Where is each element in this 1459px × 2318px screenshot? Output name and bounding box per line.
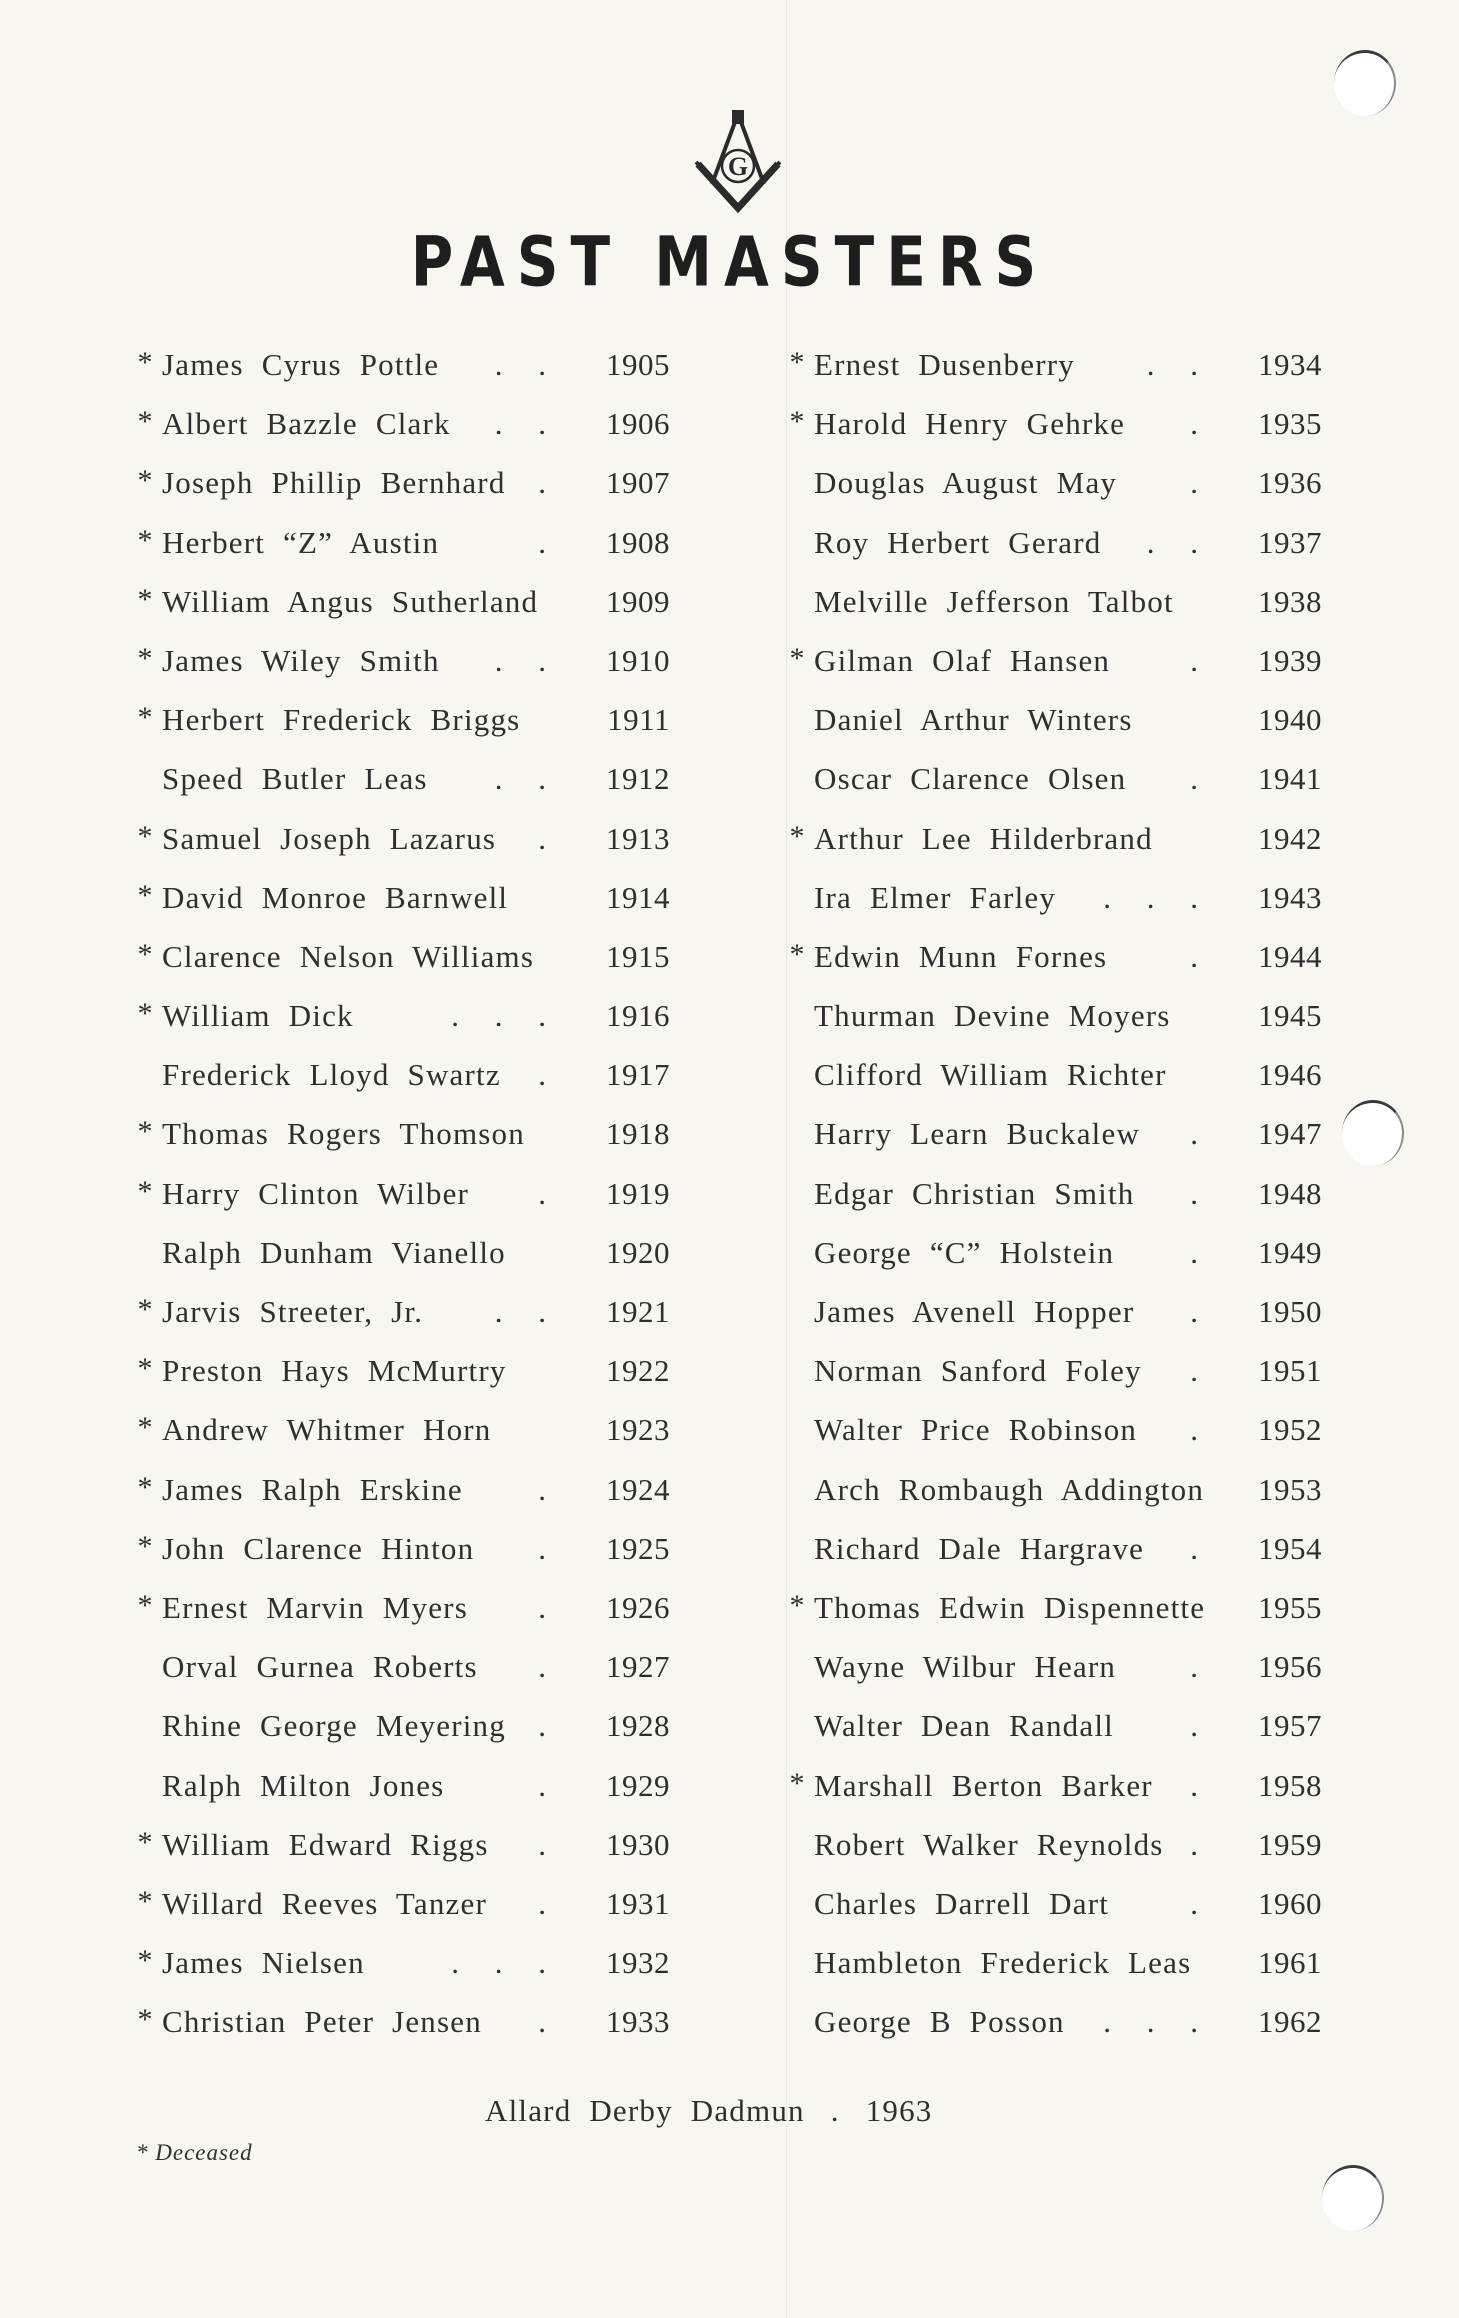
master-year: 1928 xyxy=(606,1708,670,1744)
master-name: Oscar Clarence Olsen xyxy=(814,761,1127,797)
deceased-marker: * xyxy=(137,1825,153,1859)
final-entry-name: Allard Derby Dadmun xyxy=(485,2093,805,2128)
master-name: William Dick xyxy=(162,998,354,1034)
deceased-marker: * xyxy=(137,2003,153,2037)
master-entry xyxy=(782,1341,1322,1400)
master-name: Edwin Munn Fornes xyxy=(814,938,1108,974)
master-year: 1930 xyxy=(606,1826,670,1862)
master-year: 1919 xyxy=(606,1175,670,1211)
master-name: Ira Elmer Farley xyxy=(814,879,1057,915)
master-name: Rhine George Meyering xyxy=(162,1708,506,1744)
deceased-marker: * xyxy=(137,1293,153,1326)
master-year: 1912 xyxy=(606,761,670,797)
master-entry xyxy=(130,1400,670,1459)
master-entry xyxy=(130,1519,670,1578)
leader-dots: . xyxy=(1190,642,1212,678)
master-entry xyxy=(782,1756,1322,1815)
master-year: 1954 xyxy=(1258,1530,1322,1566)
master-year: 1913 xyxy=(606,820,670,856)
master-entry xyxy=(130,1460,670,1519)
binder-hole xyxy=(1342,1100,1404,1166)
master-entry xyxy=(782,1578,1322,1637)
master-name: George “C” Holstein xyxy=(814,1234,1115,1270)
master-entry xyxy=(782,335,1322,394)
leader-dots: . xyxy=(1190,1412,1212,1448)
master-entry xyxy=(782,394,1322,453)
master-name: James Avenell Hopper xyxy=(814,1294,1135,1329)
binder-hole xyxy=(1322,2165,1384,2231)
master-year: 1910 xyxy=(606,642,670,678)
master-entry xyxy=(130,1282,670,1341)
leader-dots: . xyxy=(1190,1885,1212,1921)
master-year: 1918 xyxy=(606,1116,670,1152)
master-year: 1943 xyxy=(1258,879,1322,915)
footnote-deceased: * Deceased xyxy=(136,2140,253,2165)
master-name: George B Posson xyxy=(814,2004,1065,2040)
right-column xyxy=(782,335,1322,2051)
master-entry xyxy=(782,1045,1322,1104)
master-name: Richard Dale Hargrave xyxy=(814,1530,1145,1566)
master-name: Christian Peter Jensen xyxy=(162,2004,482,2040)
leader-dots: . . xyxy=(1146,347,1212,382)
master-year: 1921 xyxy=(606,1294,670,1329)
master-year: 1935 xyxy=(1258,406,1322,442)
master-year: 1956 xyxy=(1258,1649,1322,1685)
master-name: Wayne Wilbur Hearn xyxy=(814,1649,1117,1685)
deceased-marker: * xyxy=(137,819,153,853)
leader-dots: . xyxy=(538,1530,560,1566)
master-entry xyxy=(782,1164,1322,1223)
master-name: Roy Herbert Gerard xyxy=(814,524,1102,560)
master-entry xyxy=(782,1400,1322,1459)
master-entry xyxy=(782,1815,1322,1874)
master-name: Edgar Christian Smith xyxy=(814,1175,1135,1211)
master-name: Ernest Dusenberry xyxy=(814,347,1075,382)
master-year: 1957 xyxy=(1258,1708,1322,1744)
master-entry xyxy=(130,1223,670,1282)
master-name: Arthur Lee Hilderbrand xyxy=(814,820,1153,856)
master-name: Melville Jefferson Talbot xyxy=(814,583,1174,619)
leader-dots: . . . xyxy=(1103,2004,1212,2040)
deceased-marker: * xyxy=(137,582,153,616)
leader-dots: . xyxy=(538,1649,560,1685)
master-name: Herbert “Z” Austin xyxy=(162,524,440,560)
master-name: Clarence Nelson Williams xyxy=(162,938,535,974)
master-year: 1924 xyxy=(606,1471,670,1507)
deceased-marker: * xyxy=(789,1588,805,1622)
master-entry xyxy=(782,572,1322,631)
master-entry xyxy=(130,1637,670,1696)
leader-dots: . xyxy=(1190,1175,1212,1211)
master-year: 1947 xyxy=(1258,1116,1322,1152)
deceased-marker: * xyxy=(137,346,153,379)
master-entry xyxy=(130,1164,670,1223)
leader-dots: . . xyxy=(494,406,560,442)
leader-dots: . xyxy=(1190,1767,1212,1803)
leader-dots: . xyxy=(1190,406,1212,442)
master-entry xyxy=(782,1874,1322,1933)
master-year: 1938 xyxy=(1258,583,1322,619)
master-name: Speed Butler Leas xyxy=(162,761,428,797)
deceased-marker: * xyxy=(789,346,805,379)
master-name: Joseph Phillip Bernhard xyxy=(162,465,506,501)
master-entry xyxy=(130,1104,670,1163)
master-entry xyxy=(782,1933,1322,1992)
master-name: James Ralph Erskine xyxy=(162,1471,463,1507)
master-entry xyxy=(782,868,1322,927)
master-year: 1907 xyxy=(606,465,670,501)
master-year: 1934 xyxy=(1258,347,1322,382)
master-year: 1915 xyxy=(606,938,670,974)
master-name: Harold Henry Gehrke xyxy=(814,406,1126,442)
master-name: Gilman Olaf Hansen xyxy=(814,642,1111,678)
leader-dots: . xyxy=(538,1708,560,1744)
master-name: Willard Reeves Tanzer xyxy=(162,1885,487,1921)
master-name: Thomas Edwin Dispennette xyxy=(814,1589,1206,1625)
leader-dots: . xyxy=(1190,1353,1212,1389)
master-entry xyxy=(782,690,1322,749)
master-name: Andrew Whitmer Horn xyxy=(162,1412,492,1448)
deceased-marker: * xyxy=(137,1352,153,1386)
leader-dots: . . . xyxy=(451,998,560,1034)
leader-dots: . xyxy=(538,1471,560,1507)
deceased-marker: * xyxy=(137,1884,153,1918)
leader-dots: . xyxy=(538,1057,560,1093)
deceased-marker: * xyxy=(789,1766,805,1800)
master-entry xyxy=(782,1519,1322,1578)
master-year: 1922 xyxy=(606,1353,670,1389)
leader-dots: . . . xyxy=(451,1945,560,1981)
master-name: Ernest Marvin Myers xyxy=(162,1589,468,1625)
master-entry xyxy=(782,1460,1322,1519)
master-entry xyxy=(782,1223,1322,1282)
master-entry xyxy=(130,868,670,927)
master-name: Herbert Frederick Briggs xyxy=(162,702,521,738)
deceased-marker: * xyxy=(137,523,153,557)
master-name: James Cyrus Pottle xyxy=(162,347,440,382)
master-entry xyxy=(130,453,670,512)
master-name: Harry Clinton Wilber xyxy=(162,1175,470,1211)
deceased-marker: * xyxy=(137,405,153,439)
master-entry xyxy=(782,513,1322,572)
deceased-marker: * xyxy=(137,701,153,735)
master-year: 1925 xyxy=(606,1530,670,1566)
deceased-marker: * xyxy=(789,819,805,853)
leader-dots: . . xyxy=(1146,524,1212,560)
master-entry xyxy=(130,927,670,986)
leader-dots: . xyxy=(538,820,560,856)
master-year: 1929 xyxy=(606,1767,670,1803)
master-name: Daniel Arthur Winters xyxy=(814,702,1133,738)
leader-dots: . xyxy=(1190,1708,1212,1744)
master-name: James Nielsen xyxy=(162,1945,365,1981)
leader-dots: . xyxy=(1190,465,1212,501)
leader-dots: . xyxy=(538,465,560,501)
master-name: Norman Sanford Foley xyxy=(814,1353,1142,1389)
leader-dots: . xyxy=(538,1885,560,1921)
master-name: Walter Dean Randall xyxy=(814,1708,1114,1744)
master-year: 1933 xyxy=(606,2004,670,2040)
deceased-marker: * xyxy=(137,1529,153,1563)
master-name: William Edward Riggs xyxy=(162,1826,489,1862)
master-year: 1939 xyxy=(1258,642,1322,678)
master-entry xyxy=(130,1045,670,1104)
master-name: Ralph Milton Jones xyxy=(162,1767,445,1803)
master-year: 1953 xyxy=(1258,1471,1322,1507)
master-year: 1937 xyxy=(1258,524,1322,560)
master-entry xyxy=(782,986,1322,1045)
master-year: 1951 xyxy=(1258,1353,1322,1389)
master-year: 1909 xyxy=(606,583,670,619)
master-year: 1911 xyxy=(607,702,670,738)
master-year: 1946 xyxy=(1258,1057,1322,1093)
leader-dots: . xyxy=(538,1175,560,1211)
master-entry xyxy=(782,927,1322,986)
leader-dots: . xyxy=(538,1589,560,1625)
master-year: 1961 xyxy=(1258,1945,1322,1981)
leader-dots: . xyxy=(1190,1826,1212,1862)
final-entry xyxy=(485,2093,933,2129)
master-year: 1923 xyxy=(606,1412,670,1448)
master-name: Samuel Joseph Lazarus xyxy=(162,820,497,856)
square-and-compasses-icon xyxy=(692,110,784,214)
binder-hole xyxy=(1334,50,1396,116)
leader-dots: . . xyxy=(494,642,560,678)
master-year: 1945 xyxy=(1258,998,1322,1034)
master-name: David Monroe Barnwell xyxy=(162,879,509,915)
master-entry xyxy=(782,453,1322,512)
leader-dots: . xyxy=(1190,1294,1212,1329)
master-entry xyxy=(782,1696,1322,1755)
master-entry xyxy=(782,1104,1322,1163)
master-year: 1914 xyxy=(606,879,670,915)
master-year: 1958 xyxy=(1258,1767,1322,1803)
master-year: 1920 xyxy=(606,1234,670,1270)
page-title: PAST MASTERS xyxy=(410,222,1049,303)
master-name: Thomas Rogers Thomson xyxy=(162,1116,525,1152)
master-entry xyxy=(130,1341,670,1400)
deceased-marker: * xyxy=(137,1115,153,1149)
leader-dots: . xyxy=(1190,1530,1212,1566)
leader-dots: . xyxy=(1190,1116,1212,1152)
master-entry xyxy=(782,1992,1322,2051)
master-entry xyxy=(130,394,670,453)
master-name: Harry Learn Buckalew xyxy=(814,1116,1141,1152)
master-year: 1962 xyxy=(1258,2004,1322,2040)
left-column xyxy=(130,335,670,2051)
master-entry xyxy=(130,1933,670,1992)
master-name: William Angus Sutherland xyxy=(162,583,539,619)
master-year: 1936 xyxy=(1258,465,1322,501)
final-entry-dots: . xyxy=(830,2093,840,2128)
master-name: Ralph Dunham Vianello xyxy=(162,1234,506,1270)
deceased-marker: * xyxy=(789,405,805,439)
deceased-marker: * xyxy=(137,1470,153,1504)
master-entry xyxy=(782,631,1322,690)
leader-dots: . xyxy=(538,1826,560,1862)
master-entry xyxy=(130,690,670,749)
leader-dots: . xyxy=(538,1767,560,1803)
master-year: 1917 xyxy=(606,1057,670,1093)
master-year: 1908 xyxy=(606,524,670,560)
deceased-marker: * xyxy=(137,641,153,675)
master-entry xyxy=(130,1578,670,1637)
master-name: Marshall Berton Barker xyxy=(814,1767,1153,1803)
deceased-marker: * xyxy=(137,1411,153,1445)
master-name: Clifford William Richter xyxy=(814,1057,1167,1093)
deceased-marker: * xyxy=(137,1588,153,1622)
master-name: Hambleton Frederick Leas xyxy=(814,1945,1192,1981)
master-year: 1916 xyxy=(606,998,670,1034)
deceased-marker: * xyxy=(137,997,153,1031)
master-year: 1905 xyxy=(606,347,670,382)
master-entry xyxy=(782,1282,1322,1341)
master-entry xyxy=(782,749,1322,808)
leader-dots: . . xyxy=(494,761,560,797)
master-entry xyxy=(130,631,670,690)
master-name: Thurman Devine Moyers xyxy=(814,998,1171,1034)
final-entry-year: 1963 xyxy=(865,2093,933,2128)
master-entry xyxy=(130,1756,670,1815)
master-name: John Clarence Hinton xyxy=(162,1530,475,1566)
master-year: 1940 xyxy=(1258,702,1322,738)
leader-dots: . xyxy=(1190,1649,1212,1685)
master-name: Robert Walker Reynolds xyxy=(814,1826,1164,1862)
master-year: 1931 xyxy=(606,1885,670,1921)
master-year: 1959 xyxy=(1258,1826,1322,1862)
master-name: Albert Bazzle Clark xyxy=(162,406,451,442)
master-year: 1948 xyxy=(1258,1175,1322,1211)
deceased-marker: * xyxy=(137,1174,153,1208)
leader-dots: . . . xyxy=(1103,879,1212,915)
master-year: 1950 xyxy=(1258,1294,1322,1329)
master-entry xyxy=(130,1992,670,2051)
master-year: 1932 xyxy=(606,1945,670,1981)
master-entry xyxy=(130,335,670,394)
master-name: Walter Price Robinson xyxy=(814,1412,1138,1448)
master-name: Jarvis Streeter, Jr. xyxy=(162,1294,424,1329)
deceased-marker: * xyxy=(789,641,805,675)
master-entry xyxy=(130,986,670,1045)
master-entry xyxy=(130,1815,670,1874)
master-name: Preston Hays McMurtry xyxy=(162,1353,507,1389)
master-year: 1955 xyxy=(1258,1589,1322,1625)
master-year: 1949 xyxy=(1258,1234,1322,1270)
master-year: 1941 xyxy=(1258,761,1322,797)
master-name: Charles Darrell Dart xyxy=(814,1885,1110,1921)
master-entry xyxy=(782,1637,1322,1696)
master-name: Frederick Lloyd Swartz xyxy=(162,1057,501,1093)
master-year: 1906 xyxy=(606,406,670,442)
leader-dots: . . xyxy=(494,347,560,382)
deceased-marker: * xyxy=(137,1944,153,1978)
master-entry xyxy=(130,572,670,631)
master-year: 1960 xyxy=(1258,1885,1322,1921)
master-entry xyxy=(130,749,670,808)
deceased-marker: * xyxy=(789,937,805,971)
deceased-marker: * xyxy=(137,464,153,498)
master-year: 1952 xyxy=(1258,1412,1322,1448)
master-entry xyxy=(130,513,670,572)
master-name: Arch Rombaugh Addington xyxy=(814,1471,1205,1507)
leader-dots: . xyxy=(538,2004,560,2040)
leader-dots: . . xyxy=(494,1294,560,1329)
emblem-letter: G xyxy=(727,152,749,181)
master-year: 1926 xyxy=(606,1589,670,1625)
master-entry xyxy=(782,809,1322,868)
leader-dots: . xyxy=(1190,1234,1212,1270)
deceased-marker: * xyxy=(137,878,153,912)
master-name: Orval Gurnea Roberts xyxy=(162,1649,478,1685)
master-year: 1942 xyxy=(1258,820,1322,856)
leader-dots: . xyxy=(1190,761,1212,797)
leader-dots: . xyxy=(1190,938,1212,974)
master-name: James Wiley Smith xyxy=(162,642,440,678)
master-entry xyxy=(130,1874,670,1933)
deceased-marker: * xyxy=(137,937,153,971)
master-entry xyxy=(130,809,670,868)
master-year: 1927 xyxy=(606,1649,670,1685)
master-name: Douglas August May xyxy=(814,465,1118,501)
master-entry xyxy=(130,1696,670,1755)
master-year: 1944 xyxy=(1258,938,1322,974)
leader-dots: . xyxy=(538,524,560,560)
